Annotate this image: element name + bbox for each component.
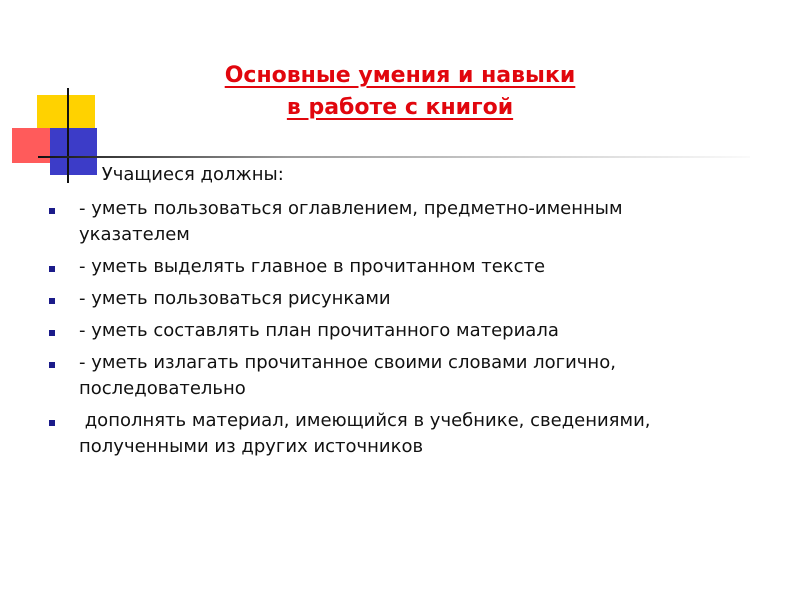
list-item: [0, 286, 800, 312]
list-item-text: - уметь выделять главное в прочитанном тексте: [79, 256, 546, 277]
list-item-text: - уметь пользоваться оглавлением, предметно-именным указателем: [79, 198, 629, 245]
list-item: [0, 318, 800, 344]
square-bullet-icon: [49, 298, 55, 304]
intro-text: Учащиеся должны:: [96, 164, 284, 185]
square-bullet-icon: [49, 208, 55, 214]
list-item: [0, 350, 800, 402]
list-item-text: - уметь излагать прочитанное своими словами логично, последовательно: [79, 352, 622, 399]
list-item-text: - уметь составлять план прочитанного материала: [79, 320, 559, 341]
list-item: [0, 408, 800, 460]
square-bullet-icon: [49, 362, 55, 368]
vertical-rule: [67, 88, 69, 183]
list-item: [0, 196, 800, 248]
list-item: [0, 254, 800, 280]
blue-square: [50, 128, 97, 175]
list-item-text: дополнять материал, имеющийся в учебнике, сведениями, полученными из других источников: [79, 410, 657, 457]
square-bullet-icon: [49, 266, 55, 272]
slide-title: [100, 60, 700, 124]
title-line-1: Основные умения и навыки: [224, 63, 576, 88]
title-line-2: в работе с книгой: [286, 95, 514, 120]
list-item-text: - уметь пользоваться рисунками: [79, 288, 391, 309]
horizontal-rule: [38, 156, 750, 158]
square-bullet-icon: [49, 330, 55, 336]
square-bullet-icon: [49, 420, 55, 426]
bullet-list: [0, 196, 800, 466]
